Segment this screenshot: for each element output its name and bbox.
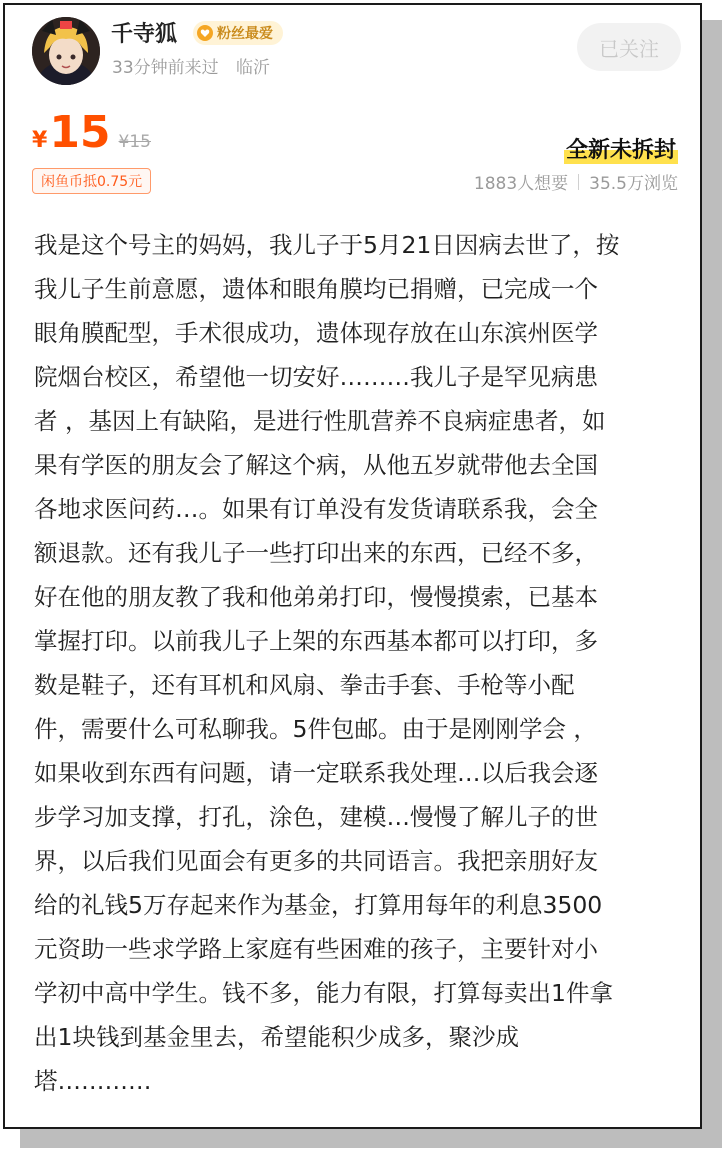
coin-discount-tag: 闲鱼币抵0.75元 (32, 168, 151, 194)
description-line: 院烟台校区，希望他一切安好………我儿子是罕见病患 (34, 363, 598, 391)
description-line: 好在他的朋友教了我和他弟弟打印，慢慢摸索，已基本 (34, 583, 598, 611)
description-line: 如果收到东西有问题，请一定联系我处理…以后我会逐 (34, 759, 598, 787)
heart-badge-icon (197, 25, 213, 41)
follow-button[interactable]: 已关注 (577, 23, 681, 71)
description-line: 我是这个号主的妈妈，我儿子于5月21日因病去世了，按 (34, 231, 620, 259)
avatar-image (32, 17, 100, 85)
description-line: 塔………… (34, 1067, 152, 1095)
description-line: 数是鞋子，还有耳机和风扇、拳击手套、手枪等小配 (34, 671, 575, 699)
description-line: 件，需要什么可私聊我。5件包邮。由于是刚刚学会 ， (34, 715, 597, 743)
description-line: 出1块钱到基金里去，希望能积少成多，聚沙成 (34, 1023, 519, 1051)
listing-stats (474, 169, 678, 194)
description-line: 学初中高中学生。钱不多，能力有限，打算每卖出1件拿 (34, 979, 613, 1007)
fan-favorite-badge (193, 21, 283, 45)
views-count: 35.5万浏览 (589, 174, 678, 194)
stats-divider (578, 174, 579, 190)
description-line: 果有学医的朋友会了解这个病，从他五岁就带他去全国 (34, 451, 598, 479)
seller-meta (112, 53, 270, 78)
last-seen: 33分钟前来过 (112, 58, 219, 78)
description-line: 眼角膜配型，手术很成功，遗体现存放在山东滨州医学 (34, 319, 598, 347)
description-line: 给的礼钱5万存起来作为基金，打算用每年的利息3500 (34, 891, 603, 919)
condition-label: 全新未拆封 (564, 133, 678, 164)
description-line: 界，以后我们见面会有更多的共同语言。我把亲朋好友 (34, 847, 598, 875)
currency-symbol: ¥ (32, 128, 48, 153)
description-line: 步学习加支撑，打孔，涂色，建模…慢慢了解儿子的世 (34, 803, 598, 831)
item-description (34, 223, 682, 1103)
description-line: 各地求医问药…。如果有订单没有发货请联系我，会全 (34, 495, 598, 523)
location: 临沂 (236, 58, 271, 78)
seller-name[interactable]: 千寺狐 (111, 22, 178, 47)
listing-card (3, 3, 702, 1129)
current-price: 15 (49, 107, 111, 158)
original-price: ¥15 (118, 132, 151, 152)
badge-label: 粉丝最爱 (217, 26, 273, 42)
description-line: 额退款。还有我儿子一些打印出来的东西，已经不多， (34, 539, 598, 567)
wants-count: 1883人想要 (473, 174, 569, 194)
description-line: 者 ，基因上有缺陷，是进行性肌营养不良病症患者，如 (34, 407, 606, 435)
price (32, 107, 151, 158)
description-line: 掌握打印。以前我儿子上架的东西基本都可以打印，多 (34, 627, 598, 655)
description-line: 我儿子生前意愿，遗体和眼角膜均已捐赠，已完成一个 (34, 275, 598, 303)
description-line: 元资助一些求学路上家庭有些困难的孩子，主要针对小 (34, 935, 598, 963)
avatar[interactable] (32, 17, 100, 85)
